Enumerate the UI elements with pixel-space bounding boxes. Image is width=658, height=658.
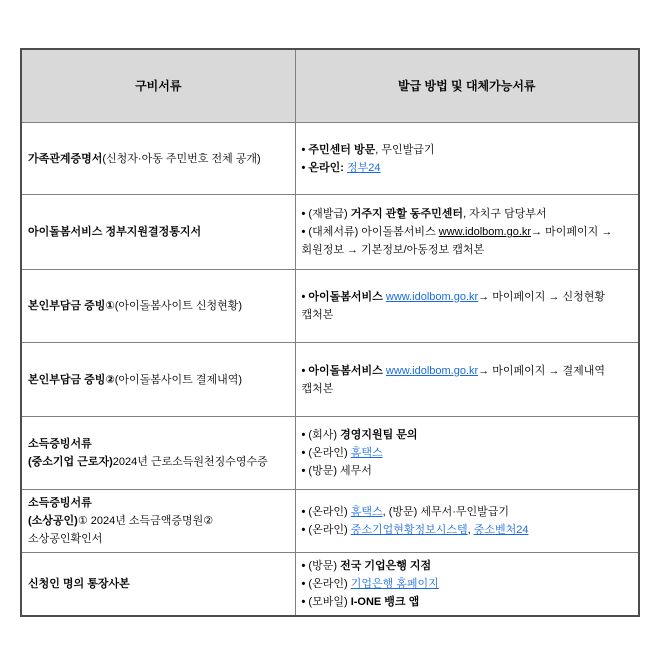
hometax-link[interactable]: 홈택스 [350, 447, 383, 459]
text-segment: 본인부담금 증빙① [28, 300, 115, 312]
method-line [302, 205, 631, 223]
text-segment: → 마이페이지 → 신청현황 캡처본 [301, 291, 606, 321]
text-segment: 주민센터 방문 [308, 143, 376, 156]
document-name-cell [21, 490, 295, 553]
text-segment: , 자치구 담당부서 [463, 208, 547, 220]
table-row-applicant-bankbook-copy [21, 553, 639, 617]
table-row-income-proof-small-business [21, 490, 639, 553]
text-segment: 온라인: [308, 161, 348, 174]
bullet-marker: • [301, 364, 309, 377]
table-row-income-proof-sme-worker [21, 417, 639, 490]
issuance-method-cell [295, 123, 639, 195]
text-segment: ① 2024년 소득금액증명원② 소상공인확인서 [28, 515, 214, 545]
smes24-link[interactable]: 중소벤처24 [473, 524, 529, 536]
text-segment: (방문) 세무서 [308, 465, 372, 477]
bullet-marker: • [301, 578, 309, 590]
text-segment: 전국 기업은행 지점 [340, 560, 432, 572]
document-name-cell [21, 195, 295, 270]
idolbom-site-link[interactable]: www.idolbom.go.kr [385, 364, 479, 377]
table-row-family-relation-certificate [21, 123, 639, 195]
text-segment: 본인부담금 증빙② [28, 373, 115, 386]
bullet-marker: • [301, 465, 309, 477]
method-line [302, 521, 631, 539]
bullet-marker: • [301, 429, 309, 441]
method-line [302, 159, 631, 177]
text-segment: (온라인) [308, 578, 351, 590]
sme-status-system-link[interactable]: 중소기업현황정보시스템 [350, 524, 468, 536]
text-segment: 아이돌봄서비스 [308, 291, 386, 303]
header-issuance-methods: 발급 방법 및 대체가능서류 [295, 49, 639, 123]
bullet-marker: • [301, 447, 309, 459]
method-line [302, 141, 631, 159]
bullet-marker: • [301, 208, 309, 220]
text-segment: (소상공인) [28, 515, 78, 527]
table-row-idolbom-government-support-notice [21, 195, 639, 270]
table-body [21, 123, 639, 617]
ibk-homepage-link[interactable]: 기업은행 홈페이지 [350, 578, 439, 590]
text-segment: , (방문) 세무서·무인발급기 [382, 506, 509, 518]
bullet-marker: • [301, 596, 309, 608]
method-line [302, 288, 631, 324]
header-row [21, 49, 639, 123]
hometax-link[interactable]: 홈택스 [350, 506, 383, 518]
text-segment: → 마이페이지 → 결제내역 캡처본 [301, 364, 606, 395]
bullet-marker: • [301, 226, 309, 238]
text-segment: (온라인) [308, 447, 351, 459]
text-segment: 경영지원팀 문의 [340, 429, 418, 441]
text-segment: (회사) [308, 429, 341, 441]
document-name-cell [21, 417, 295, 490]
text-segment: 아이돌봄서비스 [308, 364, 386, 377]
bullet-marker: • [301, 506, 309, 518]
document-name-cell [21, 553, 295, 617]
header-required-documents: 구비서류 [21, 49, 295, 123]
text-segment: 신청인 명의 통장사본 [28, 578, 130, 590]
text-segment: → 마이페이지 → 회원정보 → 기본정보/아동정보 캡처본 [301, 226, 613, 256]
text-segment: www.idolbom.go.kr [438, 226, 532, 238]
method-line [302, 223, 631, 259]
bullet-marker: • [301, 161, 309, 174]
issuance-method-cell [295, 343, 639, 417]
text-segment: (아이돌봄사이트 신청현황) [114, 300, 243, 312]
text-segment: 거주지 관할 동주민센터 [350, 208, 464, 220]
method-line [302, 426, 631, 444]
document-name-cell [21, 123, 295, 195]
gov24-link[interactable]: 정부24 [347, 161, 381, 174]
method-line [302, 362, 631, 398]
issuance-method-cell [295, 270, 639, 343]
document-name-cell [21, 343, 295, 417]
document-name-cell [21, 270, 295, 343]
text-segment: (재발급) [308, 208, 351, 220]
issuance-method-cell [295, 417, 639, 490]
issuance-method-cell [295, 553, 639, 617]
text-segment: 소득증빙서류 [28, 497, 92, 509]
text-segment: 아이돌봄서비스 정부지원결정통지서 [28, 226, 202, 238]
text-segment: (중소기업 근로자) [28, 456, 113, 468]
issuance-method-cell [295, 490, 639, 553]
text-segment: 2024년 근로소득원천징수영수증 [112, 456, 268, 468]
method-line [302, 593, 631, 611]
text-segment: (온라인) [308, 506, 351, 518]
method-line [302, 462, 631, 480]
table-row-copayment-proof-1 [21, 270, 639, 343]
text-segment: (신청자·아동 주민번호 전체 공개) [102, 152, 261, 165]
text-segment: (방문) [308, 560, 341, 572]
bullet-marker: • [301, 143, 309, 156]
method-line [302, 444, 631, 462]
required-documents-table [20, 48, 640, 617]
text-segment: 소득증빙서류 [28, 438, 92, 450]
text-segment: (모바일) [308, 596, 351, 608]
text-segment: (아이돌봄사이트 결제내역) [114, 373, 243, 386]
method-line [302, 557, 631, 575]
text-segment: 가족관계증명서 [28, 152, 103, 165]
bullet-marker: • [301, 291, 309, 303]
method-line [302, 503, 631, 521]
method-line [302, 575, 631, 593]
bullet-marker: • [301, 524, 309, 536]
table-row-copayment-proof-2 [21, 343, 639, 417]
issuance-method-cell [295, 195, 639, 270]
text-segment: (온라인) [308, 524, 351, 536]
text-segment: , [467, 524, 474, 536]
text-segment: I-ONE 뱅크 앱 [350, 596, 420, 608]
bullet-marker: • [301, 560, 309, 572]
text-segment: (대체서류) 아이돌봄서비스 [308, 226, 439, 238]
idolbom-site-link[interactable]: www.idolbom.go.kr [385, 291, 479, 303]
text-segment: , 무인발급기 [375, 143, 435, 156]
